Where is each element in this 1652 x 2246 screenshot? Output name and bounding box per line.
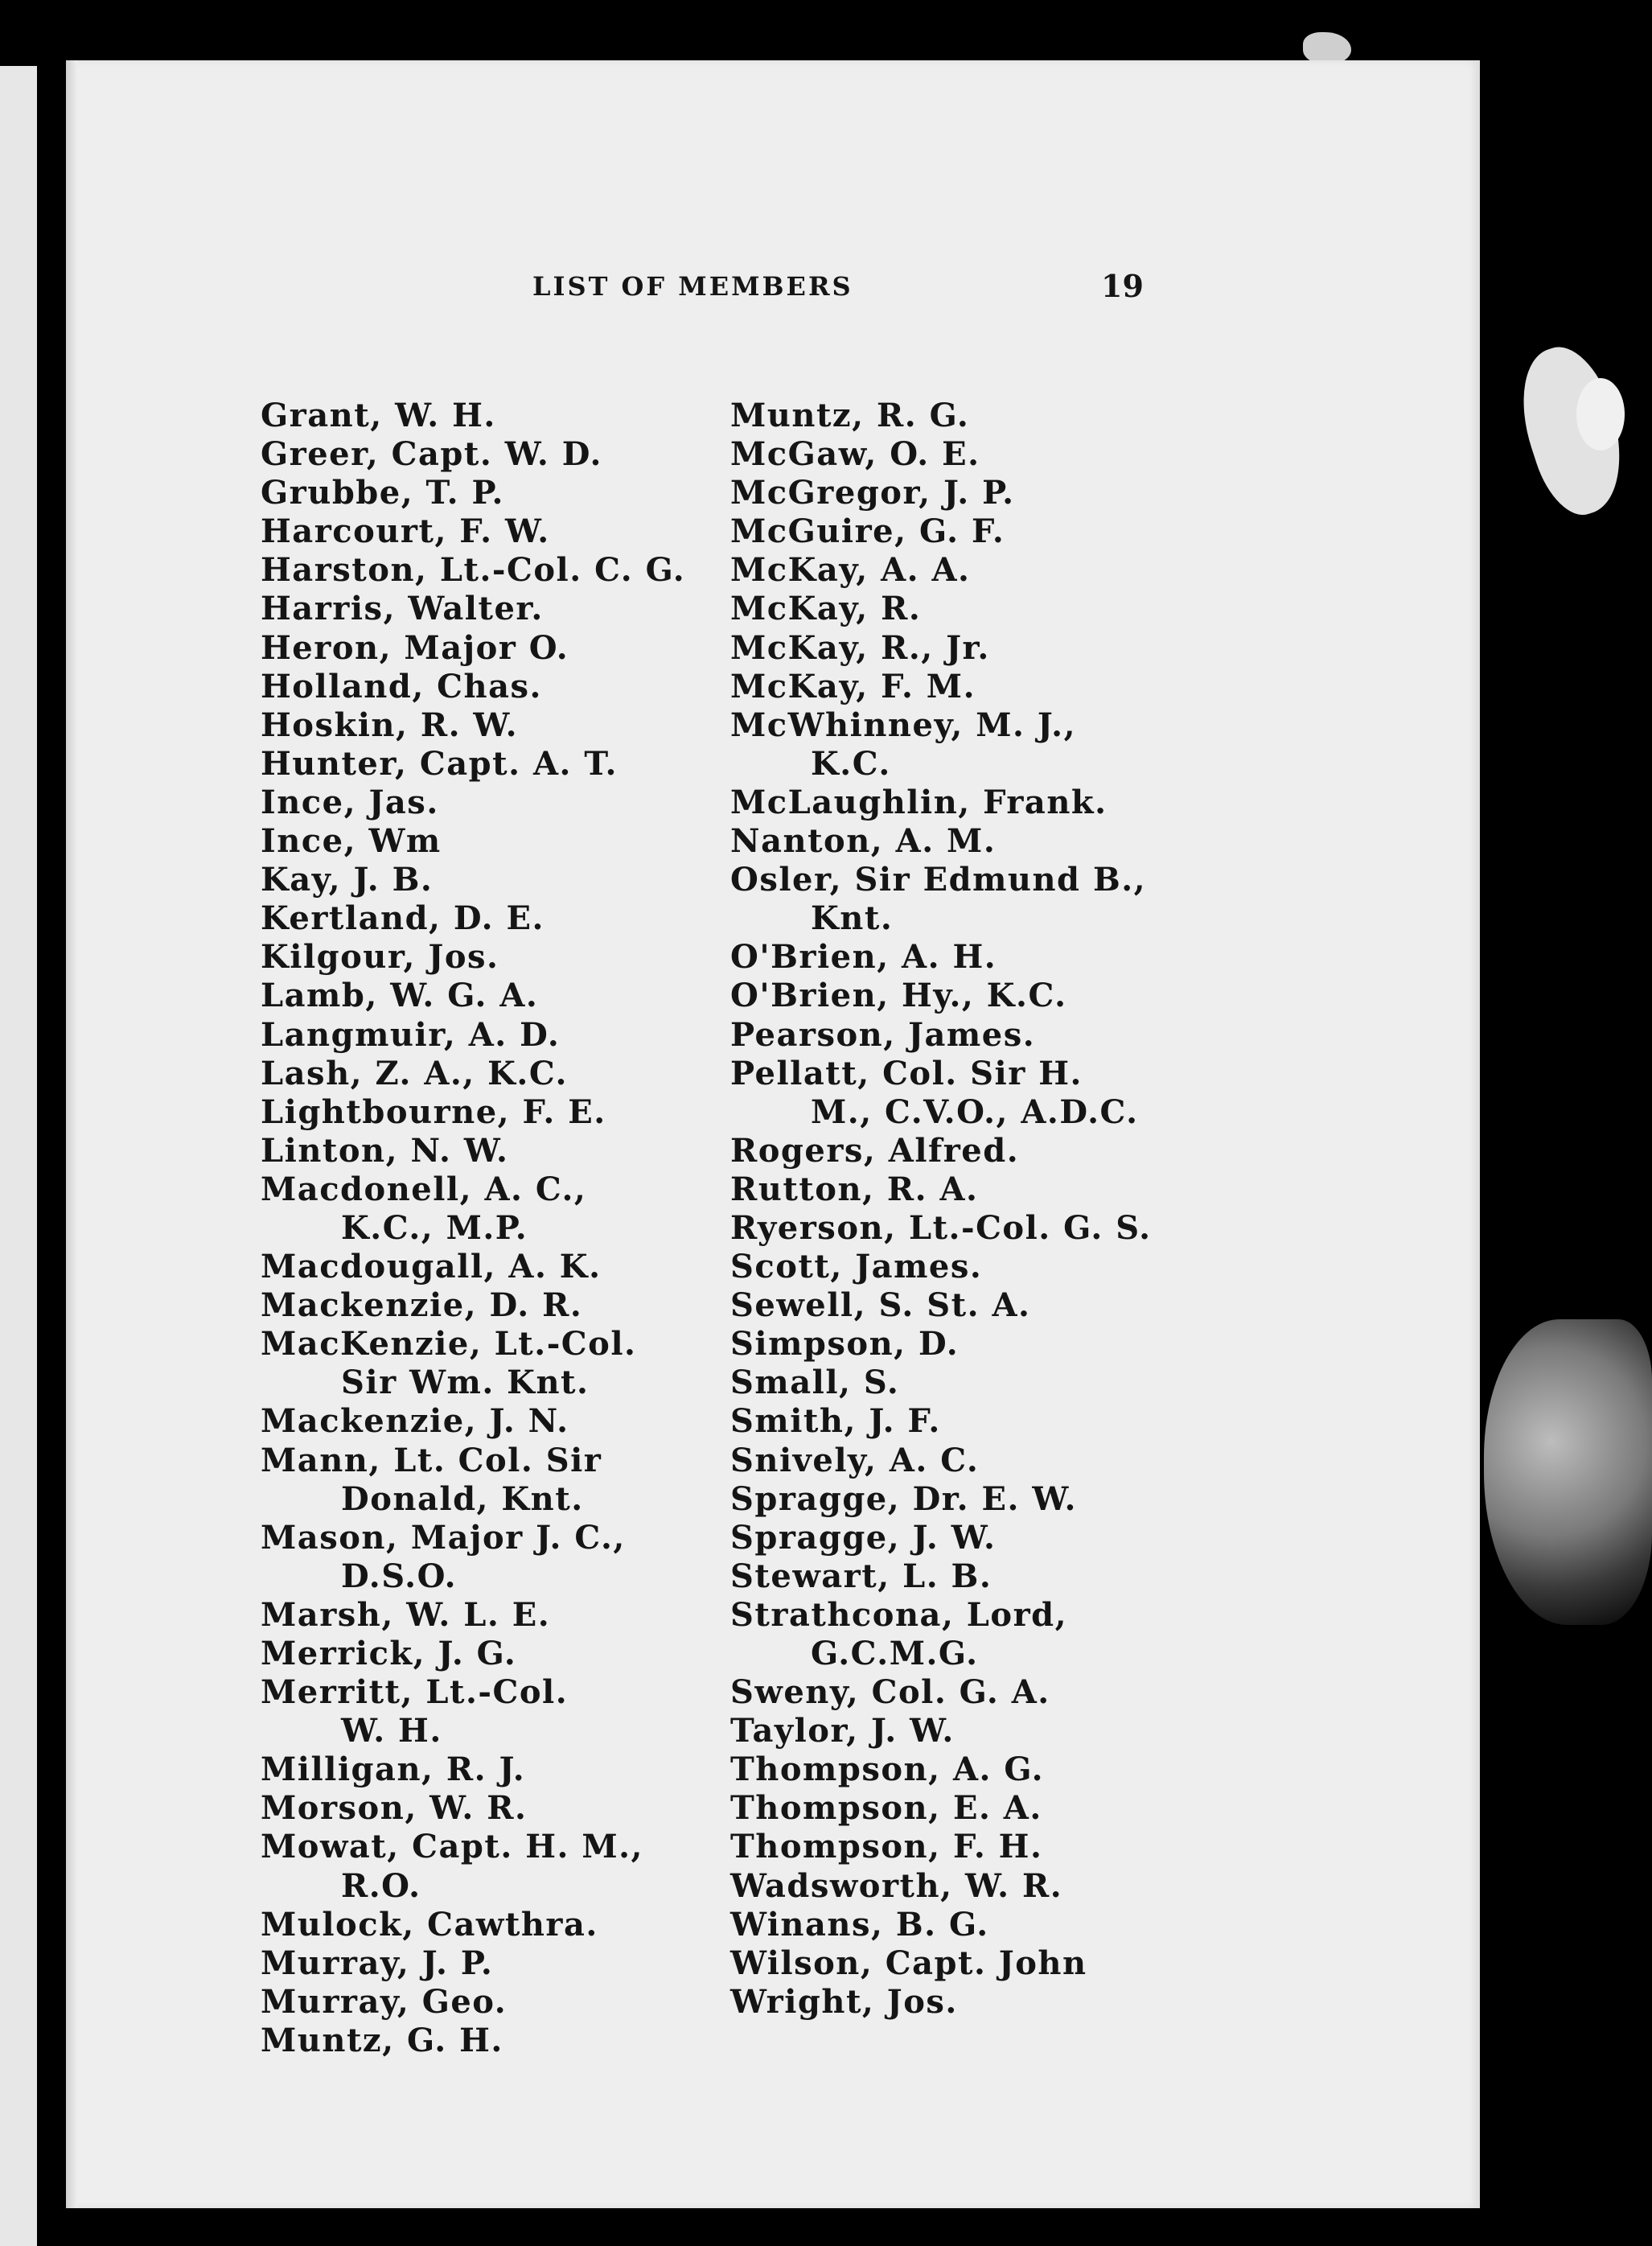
member-entry: Mason, Major J. C., <box>261 1518 626 1557</box>
member-entry: Rutton, R. A. <box>730 1170 979 1208</box>
member-entry: Scott, James. <box>730 1248 983 1286</box>
member-entry: McWhinney, M. J., <box>730 705 1077 744</box>
running-header: LIST OF MEMBERS <box>532 271 853 302</box>
member-entry: Sweny, Col. G. A. <box>730 1673 1050 1712</box>
member-entry: McGregor, J. P. <box>730 474 1015 512</box>
member-entry: Thompson, E. A. <box>730 1789 1042 1828</box>
member-entry: Stewart, L. B. <box>730 1557 992 1595</box>
page-gutter-shadow <box>66 60 77 2208</box>
member-entry: Murray, Geo. <box>261 1982 508 2021</box>
member-entry: Grant, W. H. <box>261 397 496 434</box>
member-entry: Spragge, J. W. <box>730 1518 997 1557</box>
member-entry-continuation: D.S.O. <box>341 1557 457 1595</box>
member-entry: McLaughlin, Frank. <box>730 783 1107 821</box>
member-entry: Harston, Lt.-Col. C. G. <box>261 551 686 590</box>
member-entry: Hoskin, R. W. <box>261 705 519 744</box>
member-entry: Greer, Capt. W. D. <box>261 435 602 474</box>
member-entry: Mowat, Capt. H. M., <box>261 1828 643 1866</box>
member-entry-continuation: Knt. <box>811 899 894 938</box>
member-entry: Milligan, R. J. <box>261 1750 526 1789</box>
member-entry: Kay, J. B. <box>261 861 434 899</box>
member-entry: McKay, A. A. <box>730 551 971 590</box>
member-entry: Macdonell, A. C., <box>261 1170 587 1208</box>
member-entry: Langmuir, A. D. <box>261 1015 561 1054</box>
member-entry-continuation: Sir Wm. Knt. <box>341 1364 590 1402</box>
member-entry: Mackenzie, J. N. <box>261 1402 569 1441</box>
member-entry: Merritt, Lt.-Col. <box>261 1673 569 1712</box>
member-entry: Smith, J. F. <box>730 1402 941 1441</box>
member-entry: McKay, R. <box>730 590 922 628</box>
member-entry: Simpson, D. <box>730 1325 960 1364</box>
scan-blemish <box>1576 378 1625 450</box>
member-entry: O'Brien, A. H. <box>730 938 997 977</box>
member-entry: McGaw, O. E. <box>730 435 980 474</box>
member-entry: Muntz, G. H. <box>261 2021 503 2059</box>
facing-page-edge <box>0 66 37 2246</box>
member-entry: Morson, W. R. <box>261 1789 528 1828</box>
member-entry-continuation: W. H. <box>341 1712 442 1750</box>
member-entry: Lightbourne, F. E. <box>261 1092 606 1131</box>
member-entry: Lamb, W. G. A. <box>261 977 539 1015</box>
scan-blemish <box>1303 32 1351 64</box>
member-entry: Hunter, Capt. A. T. <box>261 744 618 783</box>
member-entry: McKay, F. M. <box>730 667 976 705</box>
member-entry: Merrick, J. G. <box>261 1635 517 1672</box>
member-entry: Wilson, Capt. John <box>730 1944 1087 1982</box>
members-list-left-column <box>261 397 759 2060</box>
member-entry: Sewell, S. St. A. <box>730 1286 1031 1325</box>
member-entry: Ince, Wm <box>261 822 442 861</box>
member-entry: Pearson, James. <box>730 1015 1036 1054</box>
member-entry: McGuire, G. F. <box>730 512 1005 551</box>
member-entry: Thompson, F. H. <box>730 1828 1043 1866</box>
member-entry: Muntz, R. G. <box>730 397 970 434</box>
member-entry: Thompson, A. G. <box>730 1750 1044 1789</box>
member-entry: Ryerson, Lt.-Col. G. S. <box>730 1208 1152 1247</box>
member-entry: Spragge, Dr. E. W. <box>730 1479 1077 1518</box>
member-entry: Winans, B. G. <box>730 1905 989 1944</box>
member-entry: Holland, Chas. <box>261 667 542 705</box>
member-entry: Mulock, Cawthra. <box>261 1905 598 1944</box>
document-page <box>66 60 1480 2208</box>
member-entry: McKay, R., Jr. <box>730 628 990 667</box>
member-entry-continuation: K.C. <box>811 744 891 783</box>
members-list-right-column <box>730 397 1245 2022</box>
member-entry-continuation: K.C., M.P. <box>341 1208 528 1247</box>
member-entry: Snively, A. C. <box>730 1441 980 1479</box>
member-entry: Mackenzie, D. R. <box>261 1286 583 1325</box>
member-entry: Harris, Walter. <box>261 590 544 628</box>
member-entry: Mann, Lt. Col. Sir <box>261 1441 602 1479</box>
member-entry: Taylor, J. W. <box>730 1712 955 1750</box>
member-entry: Grubbe, T. P. <box>261 474 504 512</box>
member-entry: Rogers, Alfred. <box>730 1131 1020 1170</box>
member-entry: Macdougall, A. K. <box>261 1248 602 1286</box>
member-entry: Small, S. <box>730 1364 900 1402</box>
member-entry: Linton, N. W. <box>261 1131 509 1170</box>
member-entry: Osler, Sir Edmund B., <box>730 861 1147 899</box>
member-entry-continuation: M., C.V.O., A.D.C. <box>811 1092 1139 1131</box>
member-entry: Kilgour, Jos. <box>261 938 499 977</box>
member-entry: Wright, Jos. <box>730 1982 958 2021</box>
member-entry: Harcourt, F. W. <box>261 512 550 551</box>
member-entry: Heron, Major O. <box>261 628 569 667</box>
member-entry: Pellatt, Col. Sir H. <box>730 1054 1083 1092</box>
member-entry-continuation: Donald, Knt. <box>341 1479 584 1518</box>
scan-blemish <box>1484 1319 1652 1625</box>
member-entry: MacKenzie, Lt.-Col. <box>261 1325 637 1364</box>
member-entry: Nanton, A. M. <box>730 822 997 861</box>
member-entry: Strathcona, Lord, <box>730 1595 1068 1634</box>
member-entry: Wadsworth, W. R. <box>730 1866 1063 1905</box>
page-number: 19 <box>1101 268 1144 304</box>
member-entry-continuation: G.C.M.G. <box>811 1635 979 1672</box>
member-entry-continuation: R.O. <box>341 1866 421 1905</box>
member-entry: Marsh, W. L. E. <box>261 1595 551 1634</box>
member-entry: Lash, Z. A., K.C. <box>261 1054 568 1092</box>
member-entry: Kertland, D. E. <box>261 899 545 938</box>
member-entry: Ince, Jas. <box>261 783 439 821</box>
member-entry: Murray, J. P. <box>261 1944 494 1982</box>
member-entry: O'Brien, Hy., K.C. <box>730 977 1067 1015</box>
